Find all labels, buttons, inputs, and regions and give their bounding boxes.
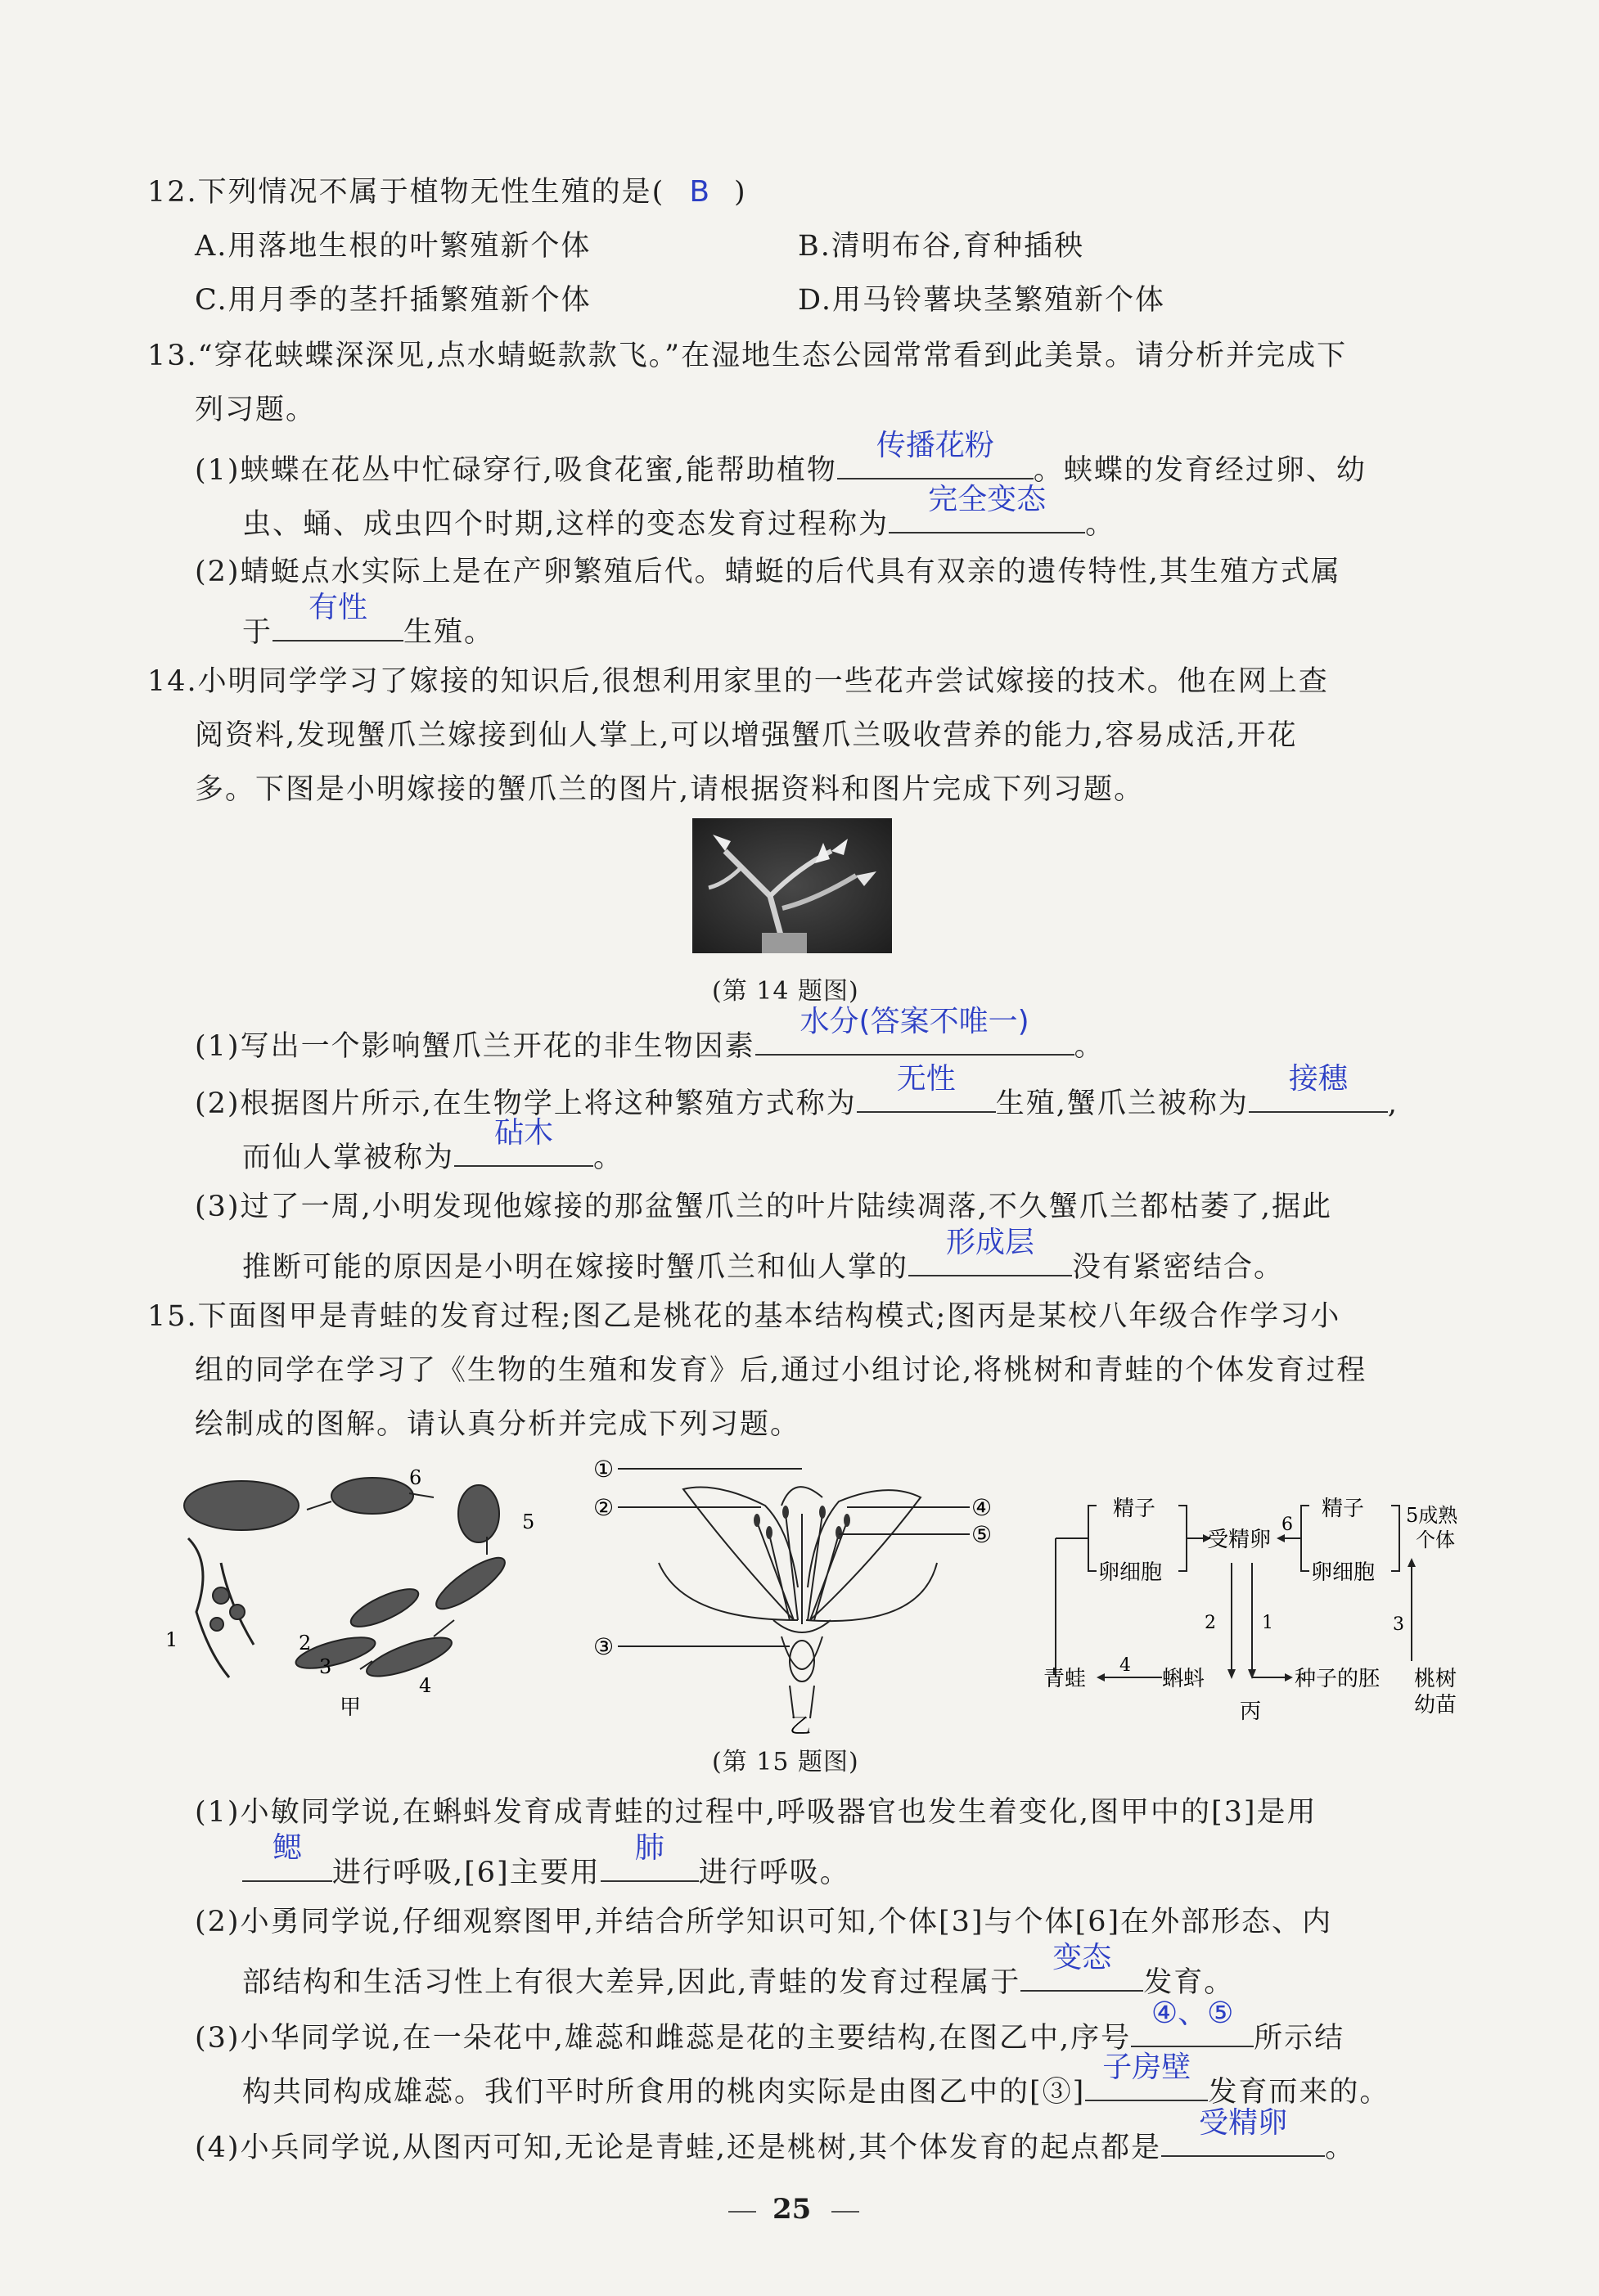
yi-label: 乙 bbox=[790, 1714, 812, 1735]
jia-num-2: 2 bbox=[299, 1632, 312, 1654]
bing-num-3: 3 bbox=[1393, 1614, 1404, 1635]
bing-embryo: 种子的胚 bbox=[1295, 1667, 1381, 1691]
q15-figure-yi-peach-flower bbox=[593, 1456, 1011, 1735]
q15-part1-line1: (1)小敏同学说,在蝌蚪发育成青蛙的过程中,呼吸器官也发生着变化,图甲中的[3]是用 bbox=[195, 1796, 1317, 1829]
q13-part1-line1: (1)蛱蝶在花丛中忙碌穿行,吸食花蜜,能帮助植物 传播花粉 。蛱蝶的发育经过卵、幼 bbox=[195, 429, 1367, 487]
q15-part4: (4)小兵同学说,从图丙可知,无论是青蛙,还是桃树,其个体发育的起点都是 受精卵 。 bbox=[195, 2106, 1356, 2164]
q12-option-b: B.清明布谷,育种插秧 bbox=[798, 230, 1084, 263]
yi-circle-2: ② bbox=[593, 1494, 615, 1521]
q14-blank-5: 形成层 bbox=[908, 1242, 1072, 1276]
q15-part3-line2: 构共同构成雄蕊。我们平时所食用的桃肉实际是由图乙中的[③] 子房壁 发育而来的。 bbox=[242, 2051, 1390, 2109]
q13-blank-1: 传播花粉 bbox=[837, 445, 1034, 479]
q15-stem-line2: 组的同学在学习了《生物的生殖和发育》后,通过小组讨论,将桃树和青蛙的个体发育过程 bbox=[195, 1354, 1367, 1387]
q14-blank-4: 砧木 bbox=[454, 1132, 593, 1167]
q14-part2-line2: 而仙人掌被称为 砧木 。 bbox=[242, 1116, 624, 1174]
bing-label: 丙 bbox=[1240, 1699, 1262, 1724]
q14-stem-line1: 14.小明同学学习了嫁接的知识后,很想利用家里的一些花卉尝试嫁接的技术。他在网上查 bbox=[147, 665, 1329, 698]
jia-num-1: 1 bbox=[165, 1628, 178, 1651]
bing-num-1: 1 bbox=[1262, 1613, 1273, 1633]
bing-num-6: 6 bbox=[1281, 1515, 1293, 1535]
bing-seedling-line1: 桃树 bbox=[1414, 1667, 1457, 1691]
q14-cactus-photo bbox=[692, 818, 892, 953]
q12-option-c: C.用月季的茎扦插繁殖新个体 bbox=[195, 284, 592, 317]
bing-egg-left: 卵细胞 bbox=[1098, 1560, 1163, 1585]
jia-num-4: 4 bbox=[419, 1674, 432, 1697]
q15-blank-3: 变态 bbox=[1020, 1957, 1143, 1992]
q15-blank-1: 鳃 bbox=[242, 1848, 332, 1882]
q13-stem-line1: 13.“穿花蛱蝶深深见,点水蜻蜓款款飞。”在湿地生态公园常常看到此美景。请分析并完成下 bbox=[147, 340, 1348, 372]
q12-stem: 12.下列情况不属于植物无性生殖的是( B ) bbox=[147, 175, 747, 209]
q15-part3-line1: (3)小华同学说,在一朵花中,雄蕊和雌蕊是花的主要结构,在图乙中,序号 ④、⑤ 所示结 bbox=[195, 1997, 1345, 2055]
q15-figure-bing-development-chart bbox=[1039, 1489, 1465, 1735]
q15-part2-line2: 部结构和生活习性上有很大差异,因此,青蛙的发育过程属于 变态 发育。 bbox=[242, 1941, 1235, 1999]
q13-part2-line1: (2)蜻蜓点水实际上是在产卵繁殖后代。蜻蜓的后代具有双亲的遗传特性,其生殖方式属 bbox=[195, 556, 1341, 588]
q14-stem-line2: 阅资料,发现蟹爪兰嫁接到仙人掌上,可以增强蟹爪兰吸收营养的能力,容易成活,开花 bbox=[195, 719, 1298, 752]
page-number-dash-left bbox=[728, 2211, 756, 2213]
q13-blank-3: 有性 bbox=[273, 607, 403, 642]
jia-num-6: 6 bbox=[409, 1466, 422, 1489]
q15-blank-4: ④、⑤ bbox=[1131, 2013, 1254, 2047]
q13-part1-line2: 虫、蛹、成虫四个时期,这样的变态发育过程称为 完全变态 。 bbox=[242, 483, 1116, 541]
q15-stem-line1: 15.下面图甲是青蛙的发育过程;图乙是桃花的基本结构模式;图丙是某校八年级合作学习小 bbox=[147, 1300, 1341, 1333]
q14-part3-line1: (3)过了一周,小明发现他嫁接的那盆蟹爪兰的叶片陆续凋落,不久蟹爪兰都枯萎了,据此 bbox=[195, 1191, 1332, 1223]
q12-option-a: A.用落地生根的叶繁殖新个体 bbox=[195, 230, 592, 263]
q13-part2-line2: 于 有性 生殖。 bbox=[242, 591, 495, 649]
q15-stem-line3: 绘制成的图解。请认真分析并完成下列习题。 bbox=[195, 1408, 801, 1441]
q14-blank-1: 水分(答案不唯一) bbox=[755, 1021, 1074, 1056]
yi-circle-5: ⑤ bbox=[971, 1521, 993, 1548]
q14-part3-line2: 推断可能的原因是小明在嫁接时蟹爪兰和仙人掌的 形成层 没有紧密结合。 bbox=[242, 1226, 1285, 1284]
q14-blank-2: 无性 bbox=[857, 1078, 996, 1113]
bing-num-2: 2 bbox=[1205, 1613, 1216, 1633]
page-number-dash-right bbox=[831, 2211, 859, 2213]
q15-blank-6: 受精卵 bbox=[1161, 2123, 1325, 2157]
bing-egg-right: 卵细胞 bbox=[1311, 1560, 1376, 1585]
jia-label: 甲 bbox=[340, 1695, 362, 1718]
q15-blank-5: 子房壁 bbox=[1085, 2067, 1208, 2101]
q14-stem-line3: 多。下图是小明嫁接的蟹爪兰的图片,请根据资料和图片完成下列习题。 bbox=[195, 773, 1145, 806]
page-number: 25 bbox=[772, 2193, 812, 2226]
q15-figure-caption: (第 15 题图) bbox=[712, 1748, 859, 1776]
bing-sperm-left: 精子 bbox=[1113, 1497, 1156, 1521]
q15-blank-2: 肺 bbox=[601, 1848, 699, 1882]
yi-circle-3: ③ bbox=[593, 1633, 615, 1660]
bing-num-4: 4 bbox=[1119, 1655, 1131, 1676]
jia-num-3: 3 bbox=[319, 1655, 332, 1678]
q14-part1: (1)写出一个影响蟹爪兰开花的非生物因素 水分(答案不唯一) 。 bbox=[195, 1005, 1105, 1063]
q13-blank-2: 完全变态 bbox=[889, 499, 1085, 533]
bing-mature-line1: 5成熟 bbox=[1406, 1504, 1458, 1527]
q12-option-d: D.用马铃薯块茎繁殖新个体 bbox=[798, 284, 1165, 317]
bing-frog: 青蛙 bbox=[1043, 1667, 1087, 1691]
q14-figure-caption: (第 14 题图) bbox=[712, 977, 859, 1006]
q15-part2-line1: (2)小勇同学说,仔细观察图甲,并结合所学知识可知,个体[3]与个体[6]在外部形态、内 bbox=[195, 1906, 1333, 1938]
bing-sperm-right: 精子 bbox=[1322, 1497, 1365, 1521]
q13-stem-line2: 列习题。 bbox=[195, 394, 317, 426]
bing-tadpole: 蝌蚪 bbox=[1162, 1667, 1205, 1691]
q14-part2-line1: (2)根据图片所示,在生物学上将这种繁殖方式称为 无性 生殖,蟹爪兰被称为 接穗 , bbox=[195, 1062, 1399, 1120]
jia-num-5: 5 bbox=[522, 1510, 535, 1533]
q15-figure-jia-frog-cycle bbox=[164, 1465, 548, 1718]
yi-circle-1: ① bbox=[593, 1456, 615, 1483]
q12-answer: B bbox=[689, 175, 710, 209]
yi-circle-4: ④ bbox=[971, 1494, 993, 1521]
bing-zygote: 受精卵 bbox=[1207, 1528, 1272, 1552]
q14-blank-3: 接穗 bbox=[1249, 1078, 1388, 1113]
bing-mature-line2: 个体 bbox=[1416, 1528, 1455, 1551]
bing-seedling-line2: 幼苗 bbox=[1414, 1693, 1457, 1717]
q15-part1-line2: 鳃 进行呼吸,[6]主要用 肺 进行呼吸。 bbox=[242, 1848, 850, 1892]
